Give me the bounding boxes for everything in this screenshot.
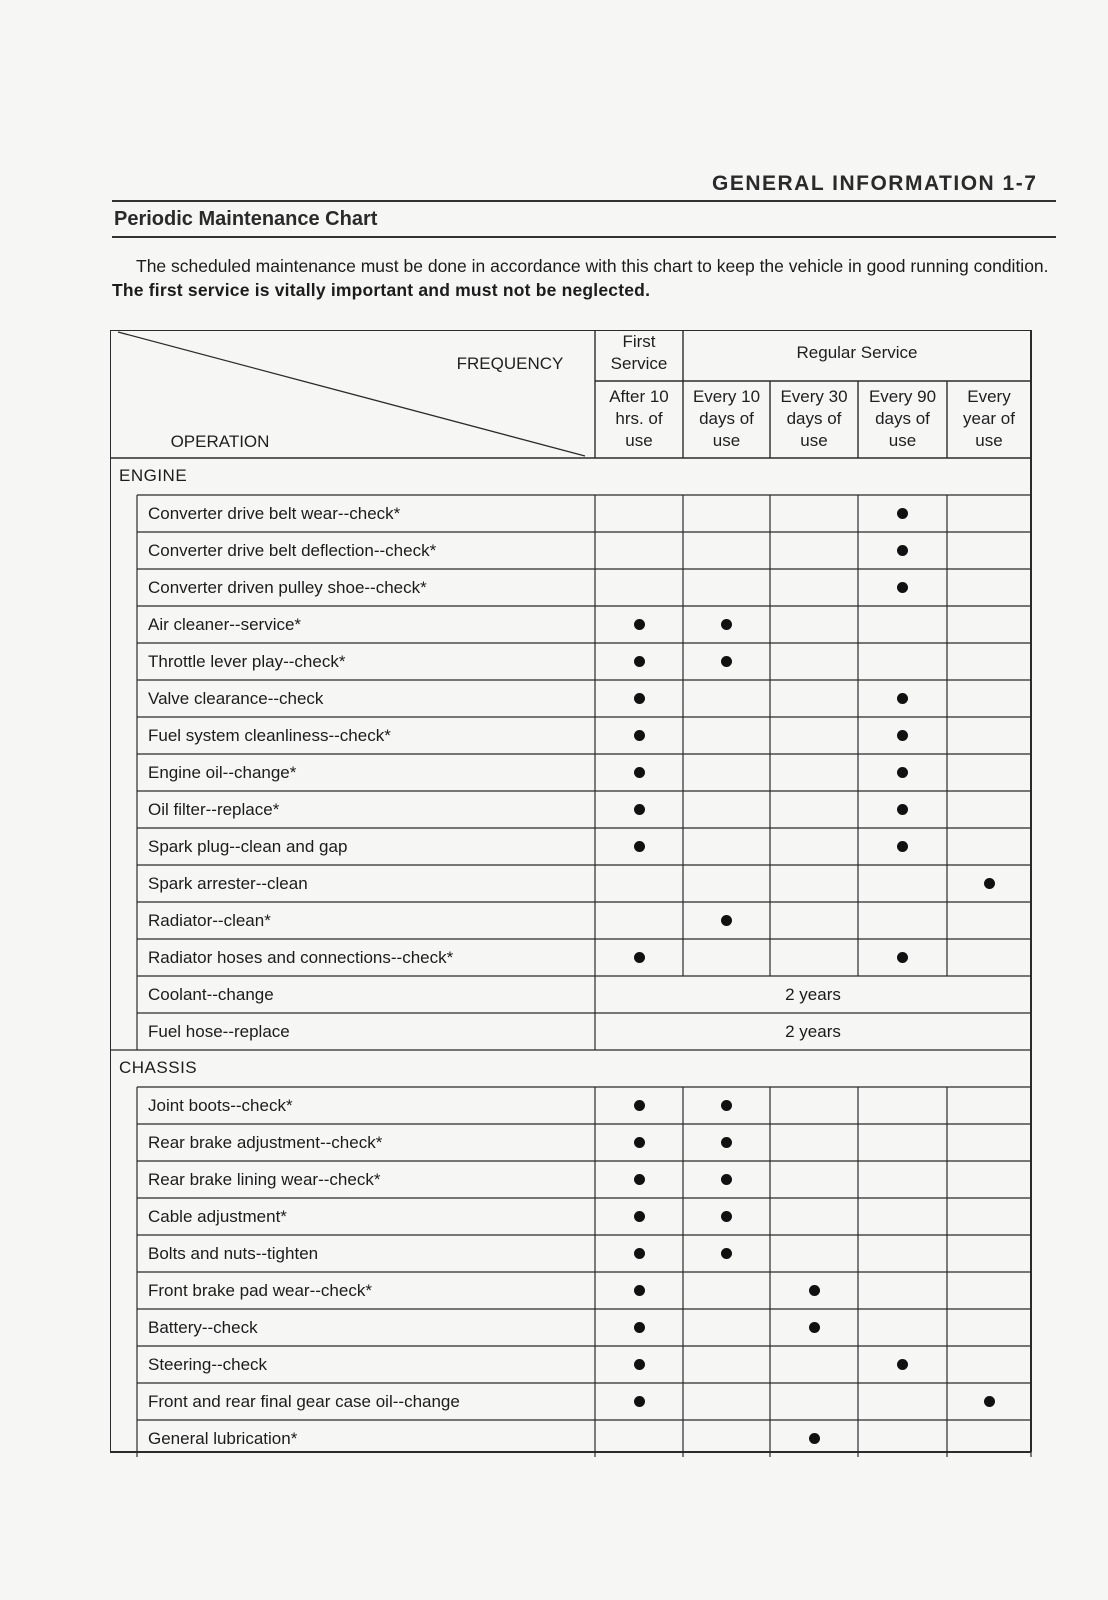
maintenance-mark bbox=[634, 1285, 645, 1296]
section-label-engine: ENGINE bbox=[119, 466, 188, 485]
maintenance-mark bbox=[634, 804, 645, 815]
intro-text: The scheduled maintenance must be done in accordance with this chart to keep the vehicle in good running condition. bbox=[136, 256, 1049, 276]
maintenance-mark bbox=[984, 878, 995, 889]
operation-name: Converter drive belt deflection--check* bbox=[148, 541, 437, 560]
maintenance-mark bbox=[897, 545, 908, 556]
maintenance-mark bbox=[897, 693, 908, 704]
operation-name: Spark arrester--clean bbox=[148, 874, 308, 893]
maintenance-mark bbox=[721, 1248, 732, 1259]
maintenance-mark bbox=[897, 508, 908, 519]
operation-name: Bolts and nuts--tighten bbox=[148, 1244, 319, 1263]
maintenance-mark bbox=[721, 1211, 732, 1222]
maintenance-mark bbox=[634, 1174, 645, 1185]
maintenance-mark bbox=[721, 1100, 732, 1111]
maintenance-mark bbox=[984, 1396, 995, 1407]
operation-name: Joint boots--check* bbox=[148, 1096, 293, 1115]
header-rule bbox=[112, 200, 1056, 202]
span-interval-text: 2 years bbox=[785, 985, 841, 1004]
maintenance-mark bbox=[634, 730, 645, 741]
interval-column-header: After 10 hrs. of use bbox=[609, 387, 669, 450]
maintenance-mark bbox=[634, 693, 645, 704]
maintenance-mark bbox=[634, 841, 645, 852]
operation-name: Radiator hoses and connections--check* bbox=[148, 948, 454, 967]
maintenance-mark bbox=[721, 656, 732, 667]
regular-service-label: Regular Service bbox=[796, 343, 918, 362]
maintenance-mark bbox=[809, 1433, 820, 1444]
maintenance-mark bbox=[634, 619, 645, 630]
span-interval-text: 2 years bbox=[785, 1022, 841, 1041]
maintenance-mark bbox=[721, 1174, 732, 1185]
interval-column-header: Every 90 days of use bbox=[868, 387, 937, 450]
maintenance-mark bbox=[897, 730, 908, 741]
maintenance-mark bbox=[721, 1137, 732, 1148]
maintenance-mark bbox=[634, 1248, 645, 1259]
maintenance-mark bbox=[721, 915, 732, 926]
section-title: Periodic Maintenance Chart bbox=[114, 208, 378, 230]
maintenance-mark bbox=[634, 1137, 645, 1148]
operation-name: Cable adjustment* bbox=[148, 1207, 287, 1226]
page-header-title: GENERAL INFORMATION 1-7 bbox=[712, 172, 1038, 195]
maintenance-mark bbox=[897, 582, 908, 593]
operation-name: Rear brake lining wear--check* bbox=[148, 1170, 381, 1189]
maintenance-mark bbox=[897, 1359, 908, 1370]
operation-name: Coolant--change bbox=[148, 985, 274, 1004]
operation-name: Engine oil--change* bbox=[148, 763, 297, 782]
maintenance-mark bbox=[634, 952, 645, 963]
operation-name: Battery--check bbox=[148, 1318, 258, 1337]
maintenance-mark bbox=[721, 619, 732, 630]
maintenance-mark bbox=[634, 1211, 645, 1222]
operation-name: Radiator--clean* bbox=[148, 911, 271, 930]
operation-name: Converter drive belt wear--check* bbox=[148, 504, 401, 523]
operation-name: Fuel hose--replace bbox=[148, 1022, 290, 1041]
operation-name: Steering--check bbox=[148, 1355, 268, 1374]
operation-name: Valve clearance--check bbox=[148, 689, 324, 708]
operation-name: Throttle lever play--check* bbox=[148, 652, 346, 671]
maintenance-mark bbox=[809, 1322, 820, 1333]
interval-column-header: Every 10 days of use bbox=[692, 387, 761, 450]
frequency-label: FREQUENCY bbox=[456, 354, 564, 373]
maintenance-mark bbox=[634, 1396, 645, 1407]
operation-name: Fuel system cleanliness--check* bbox=[148, 726, 391, 745]
maintenance-mark bbox=[897, 841, 908, 852]
maintenance-mark bbox=[897, 952, 908, 963]
operation-name: Rear brake adjustment--check* bbox=[148, 1133, 383, 1152]
interval-column-header: Every 30 days of use bbox=[780, 387, 848, 450]
intro-bold-text: The first service is vitally important and must not be neglected. bbox=[112, 280, 651, 300]
operation-name: Converter driven pulley shoe--check* bbox=[148, 578, 427, 597]
maintenance-mark bbox=[897, 804, 908, 815]
maintenance-mark bbox=[809, 1285, 820, 1296]
section-label-chassis: CHASSIS bbox=[119, 1058, 198, 1077]
maintenance-mark bbox=[634, 656, 645, 667]
maintenance-chart bbox=[110, 330, 1053, 1480]
intro-paragraph bbox=[112, 254, 1056, 302]
maintenance-mark bbox=[634, 1359, 645, 1370]
operation-label: OPERATION bbox=[170, 432, 270, 451]
maintenance-mark bbox=[634, 1322, 645, 1333]
first-service-label: First Service bbox=[610, 332, 668, 373]
operation-name: General lubrication* bbox=[148, 1429, 298, 1448]
maintenance-mark bbox=[897, 767, 908, 778]
operation-name: Front brake pad wear--check* bbox=[148, 1281, 372, 1300]
operation-name: Spark plug--clean and gap bbox=[148, 837, 348, 856]
maintenance-mark bbox=[634, 1100, 645, 1111]
operation-name: Front and rear final gear case oil--change bbox=[148, 1392, 460, 1411]
operation-name: Air cleaner--service* bbox=[148, 615, 302, 634]
maintenance-mark bbox=[634, 767, 645, 778]
operation-name: Oil filter--replace* bbox=[148, 800, 280, 819]
interval-column-header: Every year of use bbox=[963, 387, 1015, 450]
section-rule bbox=[112, 236, 1056, 238]
